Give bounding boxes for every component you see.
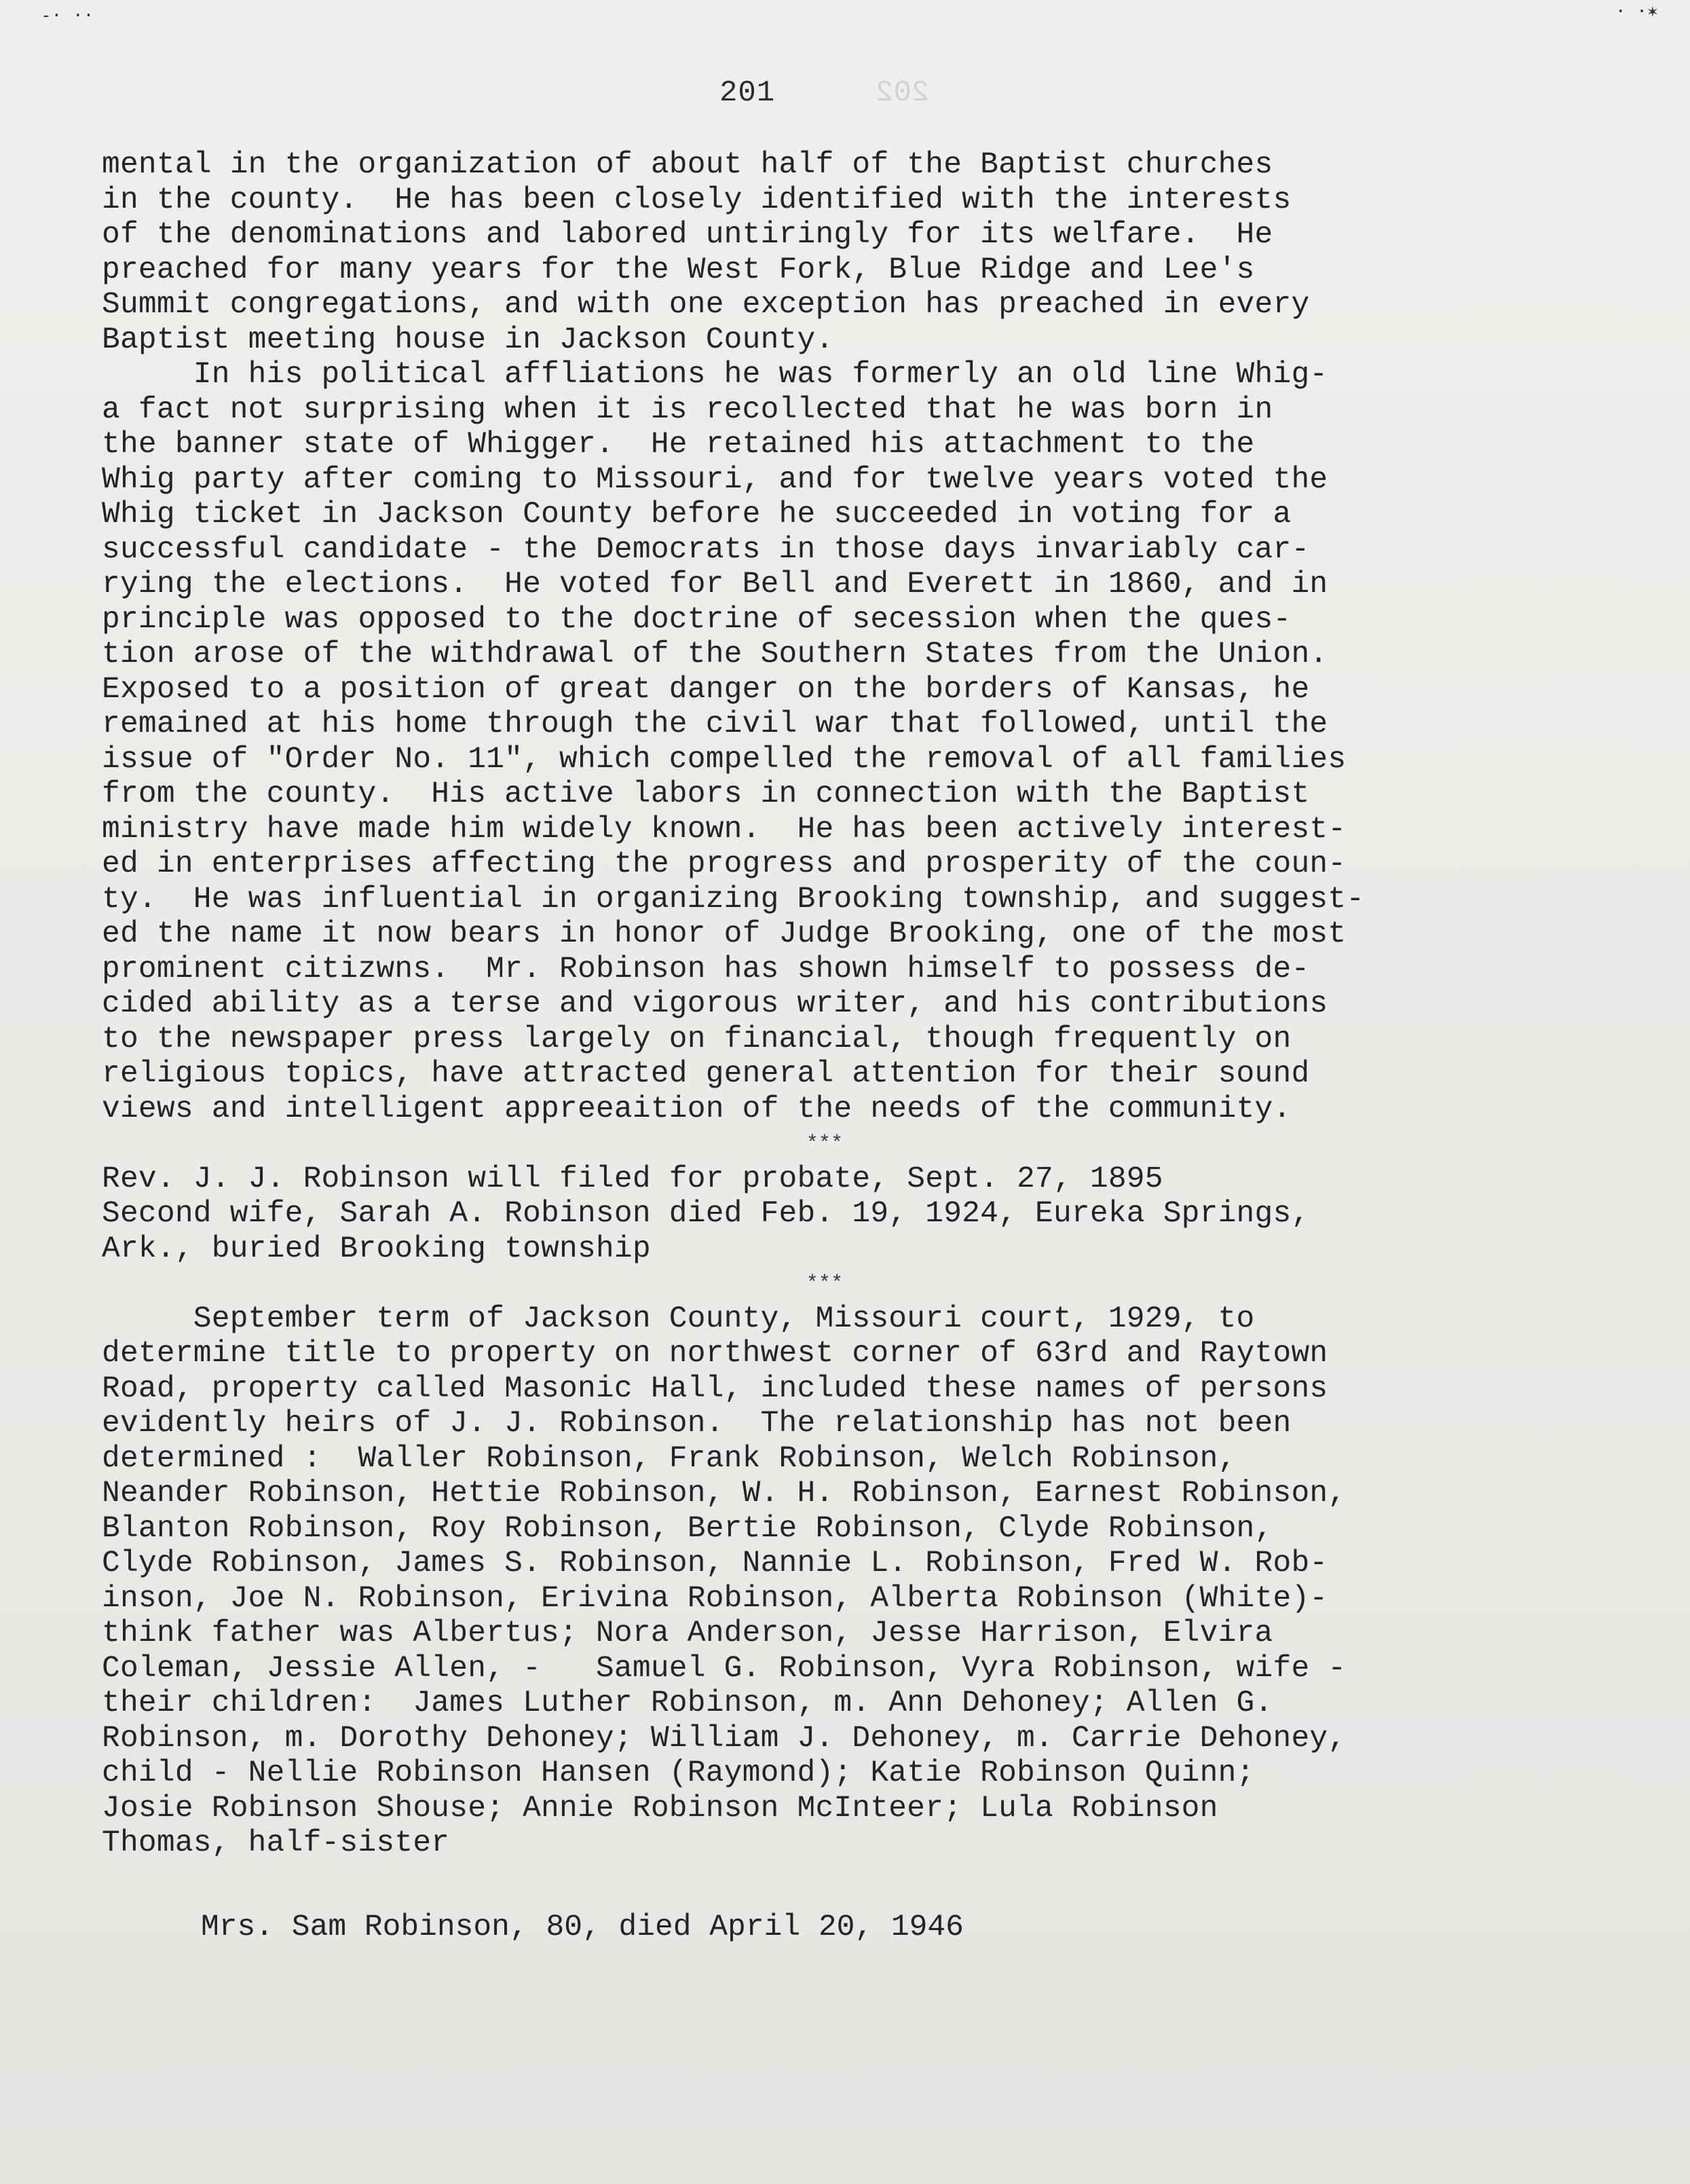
text-line: Road, property called Masonic Hall, included these names of persons xyxy=(102,1371,1328,1406)
text-line: September term of Jackson County, Missouri court, 1929, to xyxy=(102,1301,1255,1336)
text-line: Baptist meeting house in Jackson County. xyxy=(102,322,834,357)
text-line: Whig party after coming to Missouri, and for twelve years voted the xyxy=(102,462,1328,497)
text-line: views and intelligent appreeaition of the needs of the community. xyxy=(102,1092,1292,1126)
text-line: inson, Joe N. Robinson, Erivina Robinson, Alberta Robinson (White)- xyxy=(102,1581,1328,1616)
text-line: Robinson, m. Dorothy Dehoney; William J. Dehoney, m. Carrie Dehoney, xyxy=(102,1721,1347,1756)
text-line: Second wife, Sarah A. Robinson died Feb. 19, 1924, Eureka Springs, xyxy=(102,1197,1310,1231)
text-line: determined : Waller Robinson, Frank Robinson, Welch Robinson, xyxy=(102,1441,1237,1476)
section-separator: *** xyxy=(806,1132,844,1155)
text-line: Blanton Robinson, Roy Robinson, Bertie Robinson, Clyde Robinson, xyxy=(102,1511,1273,1546)
probate-note xyxy=(102,1162,1547,1267)
text-line: Ark., buried Brooking township xyxy=(102,1232,651,1266)
text-line: Exposed to a position of great danger on the borders of Kansas, he xyxy=(102,672,1310,707)
text-line: child - Nellie Robinson Hansen (Raymond); Katie Robinson Quinn; xyxy=(102,1756,1255,1790)
text-line: Thomas, half-sister xyxy=(102,1826,450,1860)
text-line: Neander Robinson, Hettie Robinson, W. H. Robinson, Earnest Robinson, xyxy=(102,1477,1347,1511)
text-line: tion arose of the withdrawal of the Southern States from the Union. xyxy=(102,637,1328,671)
corner-mark-left: -· ·· xyxy=(41,5,94,26)
corner-mark-right: · ·✶ xyxy=(1615,1,1658,22)
text-line: Rev. J. J. Robinson will filed for probate, Sept. 27, 1895 xyxy=(102,1162,1163,1196)
body-text xyxy=(102,148,1547,1862)
text-line: in the county. He has been closely identified with the interests xyxy=(102,183,1292,217)
text-line: cided ability as a terse and vigorous writer, and his contributions xyxy=(102,987,1328,1021)
page-number-bleed-through: 202 xyxy=(876,76,930,110)
text-line: Clyde Robinson, James S. Robinson, Nannie L. Robinson, Fred W. Rob- xyxy=(102,1547,1328,1580)
text-line: principle was opposed to the doctrine of secession when the ques- xyxy=(102,602,1292,637)
text-line: Josie Robinson Shouse; Annie Robinson McInteer; Lula Robinson xyxy=(102,1791,1218,1826)
text-line: remained at his home through the civil war that followed, until the xyxy=(102,707,1328,741)
text-line: In his political affliations he was formerly an old line Whig- xyxy=(102,358,1328,392)
text-line: determine title to property on northwest corner of 63rd and Raytown xyxy=(102,1337,1328,1371)
text-line: ministry have made him widely known. He has been actively interest- xyxy=(102,812,1347,847)
text-line: evidently heirs of J. J. Robinson. The relationship has not been xyxy=(102,1407,1292,1441)
text-line: successful candidate - the Democrats in those days invariably car- xyxy=(102,532,1310,567)
text-line: ty. He was influential in organizing Brooking township, and suggest- xyxy=(102,882,1365,917)
text-line: think father was Albertus; Nora Anderson, Jesse Harrison, Elvira xyxy=(102,1616,1273,1650)
paragraph-continuation xyxy=(102,148,1547,358)
closing-note: Mrs. Sam Robinson, 80, died April 20, 1946 xyxy=(201,1910,964,1944)
text-line: a fact not surprising when it is recollected that he was born in xyxy=(102,392,1273,427)
text-line: from the county. His active labors in connection with the Baptist xyxy=(102,777,1310,811)
section-separator: *** xyxy=(806,1272,844,1295)
text-line: rying the elections. He voted for Bell and Everett in 1860, and in xyxy=(102,568,1328,601)
text-line: Coleman, Jessie Allen, - Samuel G. Robinson, Vyra Robinson, wife - xyxy=(102,1651,1347,1686)
text-line: prominent citizwns. Mr. Robinson has shown himself to possess de- xyxy=(102,952,1310,986)
text-line: religious topics, have attracted general attention for their sound xyxy=(102,1057,1310,1091)
text-line: to the newspaper press largely on financial, though frequently on xyxy=(102,1022,1292,1056)
text-line: issue of "Order No. 11", which compelled the removal of all families xyxy=(102,742,1347,777)
paragraph-political xyxy=(102,358,1547,1127)
text-line: mental in the organization of about half of the Baptist churches xyxy=(102,148,1273,182)
text-line: the banner state of Whigger. He retained his attachment to the xyxy=(102,428,1255,462)
text-line: ed the name it now bears in honor of Judge Brooking, one of the most xyxy=(102,917,1347,951)
page-number: 201 xyxy=(719,76,776,110)
text-line: Summit congregations, and with one exception has preached in every xyxy=(102,288,1310,322)
text-line: of the denominations and labored untiringly for its welfare. He xyxy=(102,218,1273,252)
text-line: ed in enterprises affecting the progress and prosperity of the coun- xyxy=(102,847,1347,881)
court-record xyxy=(102,1302,1547,1862)
text-line: preached for many years for the West Fork, Blue Ridge and Lee's xyxy=(102,253,1255,287)
text-line: Whig ticket in Jackson County before he succeeded in voting for a xyxy=(102,498,1292,532)
text-line: their children: James Luther Robinson, m. Ann Dehoney; Allen G. xyxy=(102,1686,1273,1720)
